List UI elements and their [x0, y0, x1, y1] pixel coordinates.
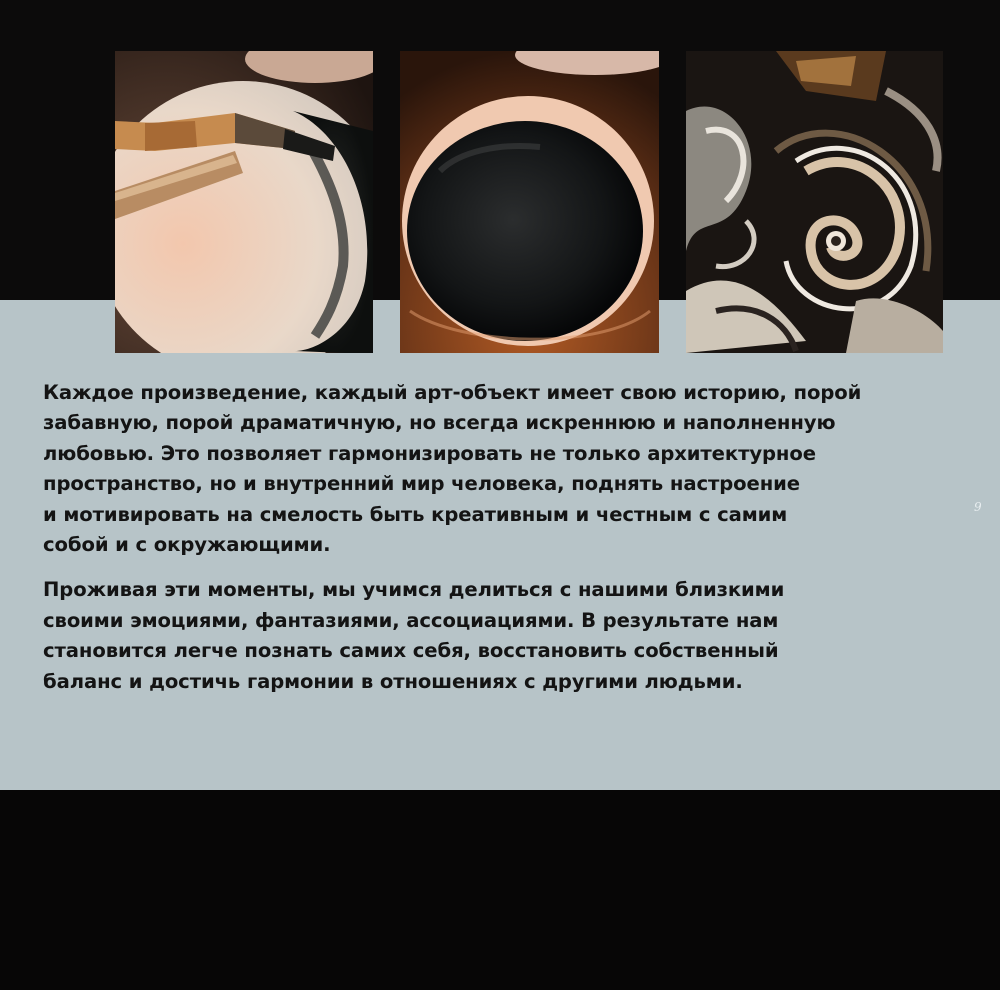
- photo-black-canvas: [400, 51, 659, 353]
- photo-fluid-art: [686, 51, 943, 353]
- body-text: [43, 378, 955, 697]
- paragraph-1: Каждое произведение, каждый арт-объект имеет свою историю, порой забавную, порой драматичную, но всегда искреннюю и наполненную любовью. Это позволяет гармонизировать не только архитектурное пространство, но и внутренний мир человека, поднять настроение и мотивировать на смелость быть креативным и честным с самим собой и с окружающими.: [43, 381, 862, 557]
- bottom-dark-band: [0, 790, 1000, 990]
- photo-painting-canvas: [115, 51, 373, 353]
- paragraph-2: Проживая эти моменты, мы учимся делиться с нашими близкими своими эмоциями, фантазиями, ассоциациями. В результате нам становится легче познать самих себя, восстановить собственный баланс и достичь гармонии в отношениях с другими людьми.: [43, 578, 785, 693]
- page-number: 9: [974, 500, 982, 514]
